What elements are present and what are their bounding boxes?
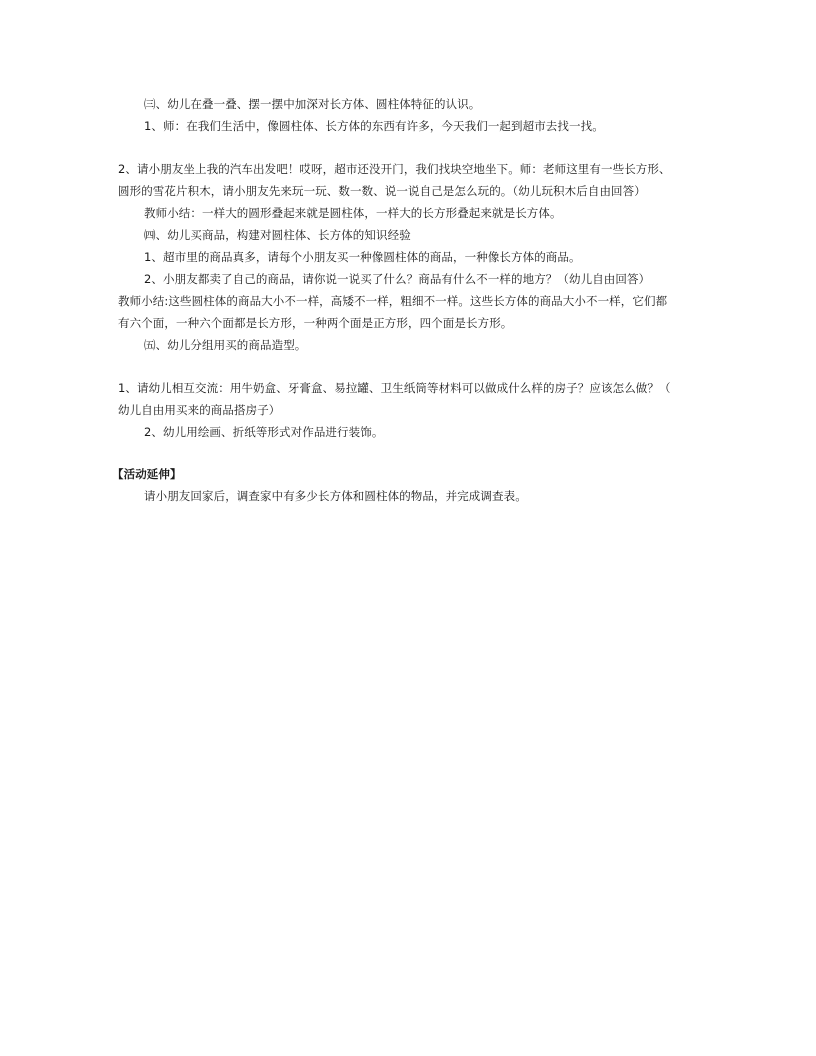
section-3-heading: ㈢、幼儿在叠一叠、摆一摆中加深对长方体、圆柱体特征的认识。 xyxy=(144,97,481,111)
paragraph-line: 1、超市里的商品真多，请每个小朋友买一种像圆柱体的商品，一种像长方体的商品。 xyxy=(144,250,581,264)
paragraph-line: 请小朋友回家后，调查家中有多少长方体和圆柱体的物品，并完成调查表。 xyxy=(144,489,527,503)
paragraph-line: 2、请小朋友坐上我的汽车出发吧！哎呀，超市还没开门，我们找块空地坐下。师：老师这里有一些长方形、 xyxy=(118,162,671,176)
paragraph-line: 1、请幼儿相互交流：用牛奶盒、牙膏盒、易拉罐、卫生纸筒等材料可以做成什么样的房子？应该怎么做？（ xyxy=(118,381,671,395)
teacher-summary-line: 教师小结:这些圆柱体的商品大小不一样，高矮不一样，粗细不一样。这些长方体的商品大小不一样，它们都 xyxy=(118,294,668,308)
section-4-heading: ㈣、幼儿买商品，构建对圆柱体、长方体的知识经验 xyxy=(144,228,411,242)
activity-extension-heading: 【活动延伸】 xyxy=(112,467,182,481)
paragraph-line: 2、幼儿用绘画、折纸等形式对作品进行装饰。 xyxy=(144,425,384,439)
paragraph-line: 圆形的雪花片积木，请小朋友先来玩一玩、数一数、说一说自己是怎么玩的。（幼儿玩积木后自由回答） xyxy=(118,184,646,198)
paragraph-line: 有六个面，一种六个面都是长方形，一种两个面是正方形，四个面是长方形。 xyxy=(118,316,513,330)
paragraph-line: 2、小朋友都卖了自己的商品，请你说一说买了什么？商品有什么不一样的地方？（幼儿自由回答） xyxy=(144,272,651,286)
section-5-heading: ㈤、幼儿分组用买的商品造型。 xyxy=(144,338,307,352)
paragraph-line: 幼儿自由用买来的商品搭房子） xyxy=(118,403,281,417)
paragraph-line: 1、师：在我们生活中，像圆柱体、长方体的东西有许多，今天我们一起到超市去找一找。 xyxy=(144,119,604,133)
teacher-summary-line: 教师小结：一样大的圆形叠起来就是圆柱体，一样大的长方形叠起来就是长方体。 xyxy=(144,206,562,220)
